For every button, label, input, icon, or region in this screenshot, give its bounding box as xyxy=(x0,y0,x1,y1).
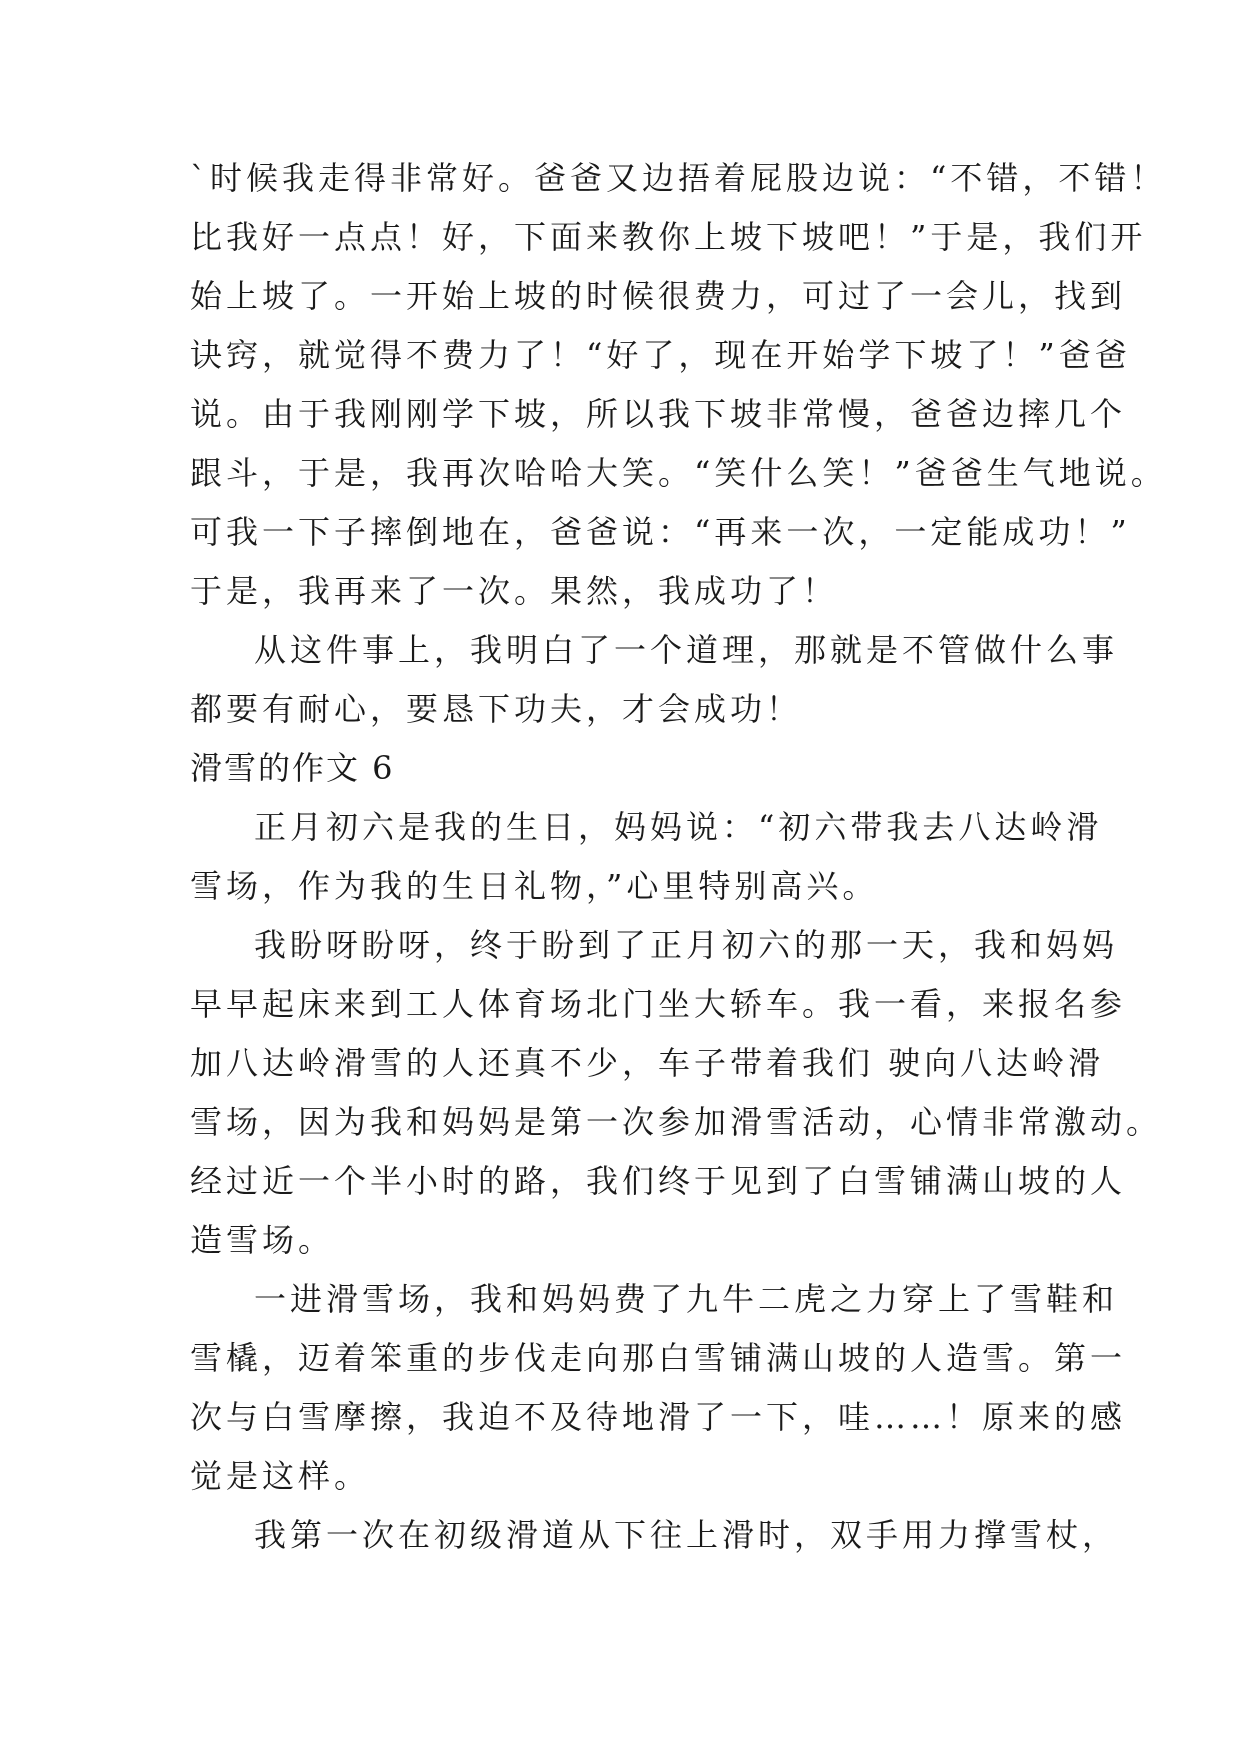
text-line: 早早起床来到工人体育场北门坐大轿车。我一看，来报名参 xyxy=(190,985,1127,1023)
paragraph-first-line: 我盼呀盼呀，终于盼到了正月初六的那一天，我和妈妈 xyxy=(254,926,1119,964)
text-line: 可我一下子摔倒地在，爸爸说：“再来一次，一定能成功！” xyxy=(190,513,1131,551)
section-heading: 滑雪的作文 6 xyxy=(190,749,395,787)
text-line: 觉是这样。 xyxy=(190,1457,371,1495)
text-line: 都要有耐心，要恳下功夫，才会成功！ xyxy=(190,690,803,728)
paragraph-first-line: 正月初六是我的生日，妈妈说：“初六带我去八达岭滑 xyxy=(254,808,1103,846)
text-line: 说。由于我刚刚学下坡，所以我下坡非常慢，爸爸边摔几个 xyxy=(190,395,1127,433)
text-line: 于是，我再来了一次。果然，我成功了！ xyxy=(190,572,839,610)
text-line: 造雪场。 xyxy=(190,1221,335,1259)
paragraph-first-line: 我第一次在初级滑道从下往上滑时，双手用力撑雪杖， xyxy=(254,1516,1119,1554)
text-line: 诀窍，就觉得不费力了！“好了，现在开始学下坡了！”爸爸 xyxy=(190,336,1131,374)
text-line: 次与白雪摩擦，我迫不及待地滑了一下，哇……！原来的感 xyxy=(190,1398,1127,1436)
paragraph-first-line: 从这件事上，我明白了一个道理，那就是不管做什么事 xyxy=(254,631,1119,669)
text-line: 雪橇，迈着笨重的步伐走向那白雪铺满山坡的人造雪。第一 xyxy=(190,1339,1127,1377)
text-line: 始上坡了。一开始上坡的时候很费力，可过了一会儿，找到 xyxy=(190,277,1127,315)
text-line: 比我好一点点！好，下面来教你上坡下坡吧！”于是，我们开 xyxy=(190,218,1147,256)
text-line: 经过近一个半小时的路，我们终于见到了白雪铺满山坡的人 xyxy=(190,1162,1127,1200)
text-line: `时候我走得非常好。爸爸又边捂着屁股边说：“不错，不错！ xyxy=(190,159,1167,197)
text-line: 加八达岭滑雪的人还真不少，车子带着我们 驶向八达岭滑 xyxy=(190,1044,1105,1082)
text-line: 雪场，作为我的生日礼物，”心里特别高兴。 xyxy=(190,867,879,905)
text-line: 跟斗，于是，我再次哈哈大笑。“笑什么笑！”爸爸生气地说。 xyxy=(190,454,1167,492)
text-line: 雪场，因为我和妈妈是第一次参加滑雪活动，心情非常激动。 xyxy=(190,1103,1163,1141)
paragraph-first-line: 一进滑雪场，我和妈妈费了九牛二虎之力穿上了雪鞋和 xyxy=(254,1280,1119,1318)
